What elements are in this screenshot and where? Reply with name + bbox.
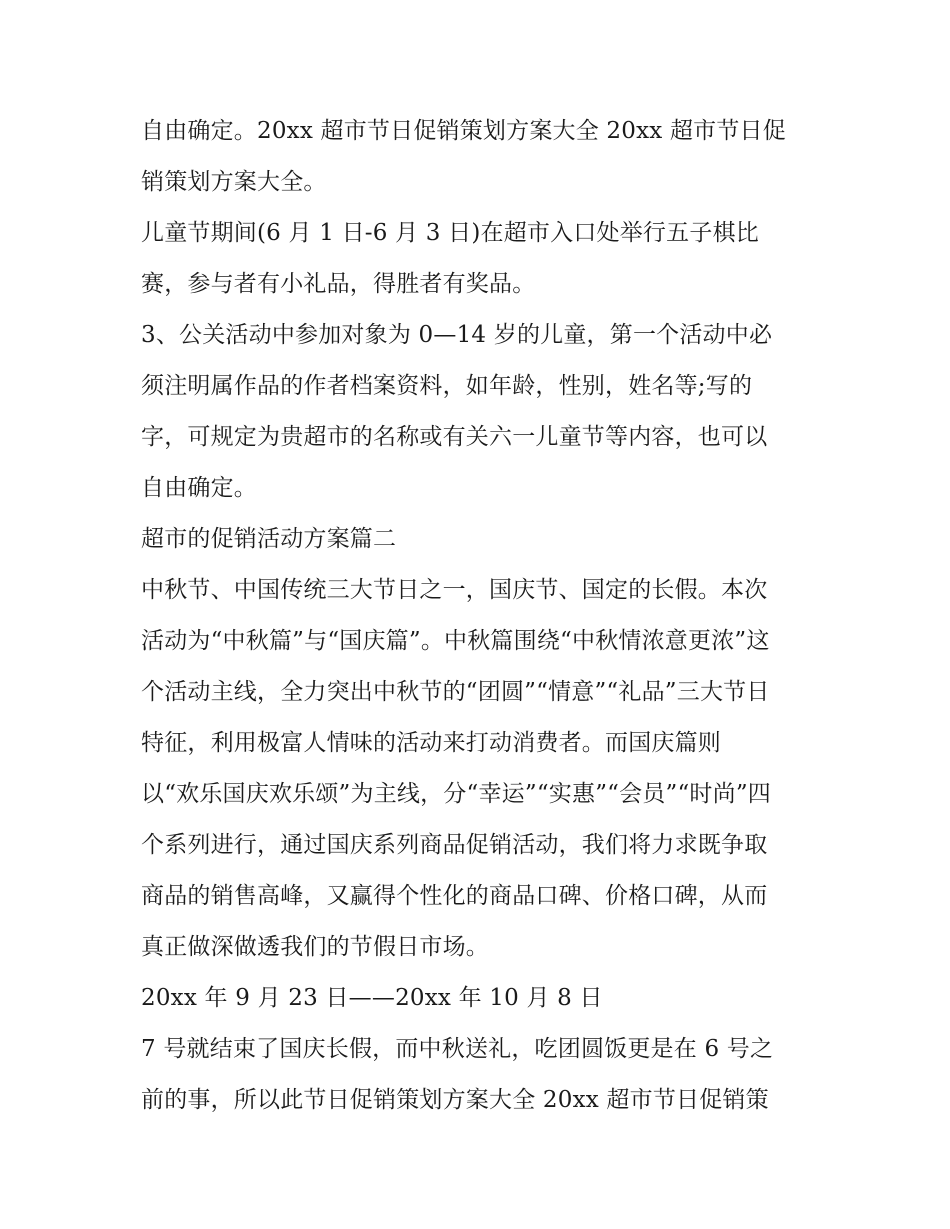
document-page xyxy=(141,106,831,1126)
text-line-14: 以“欢乐国庆欢乐颂”为主线，分“幸运”“实惠”“会员”“时尚”四 xyxy=(141,781,771,807)
text-line-3: 儿童节期间(6 月 1 日-6 月 3 日)在超市入口处举行五子棋比 xyxy=(141,220,759,246)
section-heading: 超市的促销活动方案篇二 xyxy=(141,526,397,552)
text-line-11: 活动为“中秋篇”与“国庆篇”。中秋篇围绕“中秋情浓意更浓”这 xyxy=(141,628,770,654)
text-line-19: 7 号就结束了国庆长假，而中秋送礼，吃团圆饭更是在 6 号之 xyxy=(141,1036,774,1062)
text-line-7: 字，可规定为贵超市的名称或有关六一儿童节等内容，也可以 xyxy=(141,424,768,450)
text-line-4: 赛，参与者有小礼品，得胜者有奖品。 xyxy=(141,271,536,297)
text-line-17: 真正做深做透我们的节假日市场。 xyxy=(141,934,489,960)
text-line-16: 商品的销售高峰，又赢得个性化的商品口碑、价格口碑，从而 xyxy=(141,883,768,909)
text-line-10: 中秋节、中国传统三大节日之一，国庆节、国定的长假。本次 xyxy=(141,577,768,603)
text-line-1: 自由确定。20xx 超市节日促销策划方案大全 20xx 超市节日促 xyxy=(141,118,786,144)
text-line-13: 特征，利用极富人情味的活动来打动消费者。而国庆篇则 xyxy=(141,730,721,756)
text-line-5: 3、公关活动中参加对象为 0—14 岁的儿童，第一个活动中必 xyxy=(141,322,773,348)
text-line-2: 销策划方案大全。 xyxy=(141,169,327,195)
text-line-6: 须注明属作品的作者档案资料，如年龄，性别，姓名等;写的 xyxy=(141,373,753,399)
date-range-line: 20xx 年 9 月 23 日——20xx 年 10 月 8 日 xyxy=(141,985,603,1011)
text-line-15: 个系列进行，通过国庆系列商品促销活动，我们将力求既争取 xyxy=(141,832,768,858)
text-line-8: 自由确定。 xyxy=(141,475,257,501)
text-line-20: 前的事，所以此节日促销策划方案大全 20xx 超市节日促销策 xyxy=(141,1087,769,1113)
text-line-12: 个活动主线，全力突出中秋节的“团圆”“情意”“礼品”三大节日 xyxy=(141,679,770,705)
